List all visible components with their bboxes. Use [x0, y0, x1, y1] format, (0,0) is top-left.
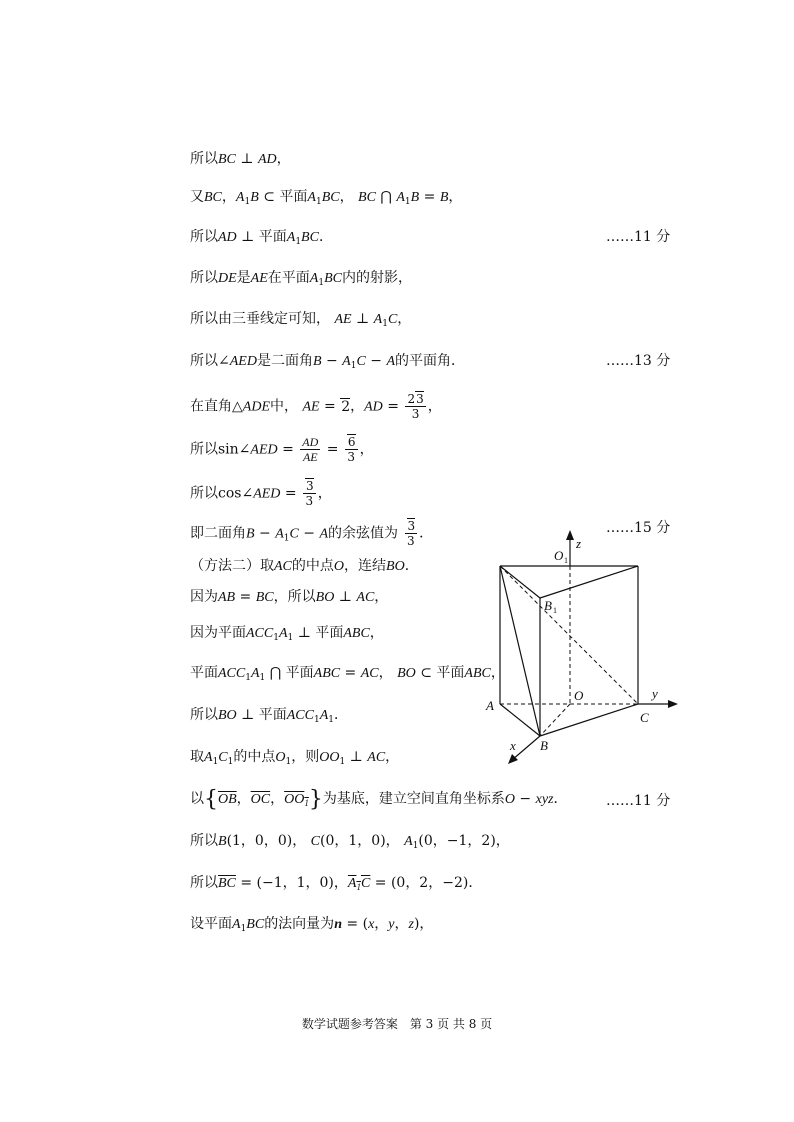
text-line-1: 所以BC ⊥ AD， [190, 151, 291, 167]
label-O: O [574, 688, 584, 703]
text-line-8: 所以sin∠AED = $\frac{AD}{AE}$ = $\frac{6}{3}$ ， [190, 435, 374, 464]
text-line-9: 所以cos∠AED = $\frac{3}{3}$ ， [190, 479, 332, 508]
label-B1: B [544, 598, 552, 613]
label-z: z [576, 536, 582, 551]
label-y: y [652, 686, 658, 701]
text-line-12: 因为AB = BC，所以BO ⊥ AC， [190, 589, 389, 605]
svg-text:1: 1 [564, 556, 568, 565]
text-line-3: 所以AD ⊥ 平面$A_1BC$． [190, 229, 333, 247]
text-line-13: 因为平面$ACC_1A_1$ ⊥ 平面ABC， [190, 625, 384, 643]
score-11-second: ……11 分 [606, 793, 671, 809]
text-line-18: 所以B(1，0，0)， C(0，1，0)， $A_1(0$，−1，2)， [190, 833, 510, 851]
prism-coordinate-figure [470, 528, 680, 768]
text-line-15: 所以BO ⊥ 平面$ACC_1A_1$． [190, 707, 349, 725]
text-line-20: 设平面$A_1BC$的法向量为n = (x，y，z)， [190, 916, 434, 934]
score-13: ……13 分 [606, 353, 671, 369]
text-line-2: 又BC，$A_1B$ ⊂ 平面$A_1BC$， BC ⋂ $A_1B = B$， [190, 189, 463, 207]
label-C: C [640, 710, 649, 725]
label-x: x [510, 738, 516, 753]
text-line-4: 所以DE是AE在平面$A_1BC$内的射影， [190, 270, 412, 288]
svg-text:1: 1 [553, 606, 557, 615]
text-line-10: 即二面角$B - A_1C - A$的余弦值为 $\frac{3}{3}$ ． [190, 519, 434, 548]
text-line-17: 以{$\overline{OB}$，$\overline{OC}$，$OO_1$}为基底，建立空间直角坐标系O − xyz． [190, 787, 568, 812]
text-line-11: （方法二）取AC的中点O，连结BO． [190, 558, 419, 574]
text-line-19: 所以$\overline{BC} = (-1$，1，0)，$A_1C = (0$，2，−2)． [190, 875, 483, 892]
text-line-14: 平面$ACC_1A_1$ ⋂ 平面ABC = AC， BO ⊂ 平面ABC， [190, 665, 505, 683]
label-O1: O [554, 548, 564, 563]
page-footer: 数学试题参考答案 第 3 页 共 8 页 [301, 1017, 493, 1031]
text-line-16: 取$A_1C_1$的中点$O_1$，则$OO_1$ ⊥ AC， [190, 749, 400, 767]
text-line-5: 所以由三垂线定可知， AE ⊥ $A_1C$， [190, 311, 412, 329]
text-line-7: 在直角△ADE中， AE = 2，AD = $\frac{23}{3}$ ， [190, 392, 442, 421]
label-B: B [540, 738, 548, 753]
score-15: ……15 分 [606, 520, 671, 536]
label-A: A [486, 698, 494, 713]
text-line-6: 所以∠AED是二面角$B - A_1C - A$的平面角． [190, 353, 465, 371]
score-11-first: ……11 分 [606, 229, 671, 245]
